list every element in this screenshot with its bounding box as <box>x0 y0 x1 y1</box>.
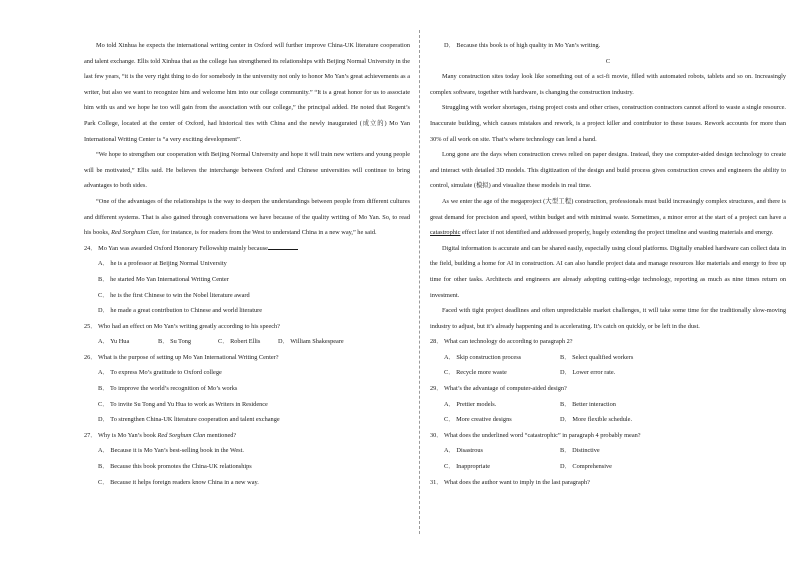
options-row <box>84 334 410 350</box>
option: D． More flexible schedule. <box>560 416 633 424</box>
option: C． Because it helps foreign readers know China in a new way. <box>98 478 259 486</box>
passage-paragraph: Mo told Xinhua he expects the international writing center in Oxford will further improve China-UK literature cooperation and talent exchange. Ellis told Xinhua that as the college has strengthened its relationships with Beijing Normal University in the last few years, “it is the very right thing to do for somebody in the university not only to honor Mo Yan’s great achievements as a writer, but also we want to recognize him and welcome him into our college community.” “It is a great honor for us to associate him with us and we hope he too will gain from the association with our college,” the principal added. He noted that Regent’s Park College, located at the center of Oxford, had historical ties with China and the newly inaugurated (成立的) Mo Yan International Writing Center is “a very exciting development”. <box>84 42 410 143</box>
underlined-word: catastrophic <box>430 229 461 237</box>
option: D． To strengthen China-UK literature cooperation and talent exchange <box>98 416 280 424</box>
passage-paragraph: Digital information is accurate and can be shared easily, especially using cloud platforms. Digitally enabled hardware can collect data in the field, building a home for AI in construction. AI can also handle project data and manage resources like materials and energy to free up time for other tasks. Architects and engineers are already adopting cutting-edge technology, reporting as much as nine times return on investment. <box>430 244 786 299</box>
text-run: , for instance, is for readers from the West to understand China in a new way,” he said. <box>158 229 377 237</box>
option: D． William Shakespeare <box>278 338 344 346</box>
option: C． Inappropriate <box>444 463 490 471</box>
text-run: 27． Why is Mo Yan’s book <box>84 431 158 439</box>
book-title: Red Sorghum Clan <box>157 431 206 439</box>
text-run: mentioned? <box>205 431 237 439</box>
option: A． Yu Hua <box>98 338 130 346</box>
passage-paragraph: Long gone are the days when construction crews relied on paper designs. Instead, they use computer-aided design technology to create and interact with detailed 3D models. This digitization of the design and build process gives construction crews and engineers the ability to control, simulate (模拟) and visualize these models in real time. <box>430 151 786 190</box>
passage-paragraph <box>430 194 786 241</box>
option: A． To express Mo’s gratitude to Oxford college <box>98 369 222 377</box>
option: C． he is the first Chinese to win the Nobel literature award <box>98 291 250 299</box>
question-stem: 25． Who had an effect on Mo Yan’s writing greatly according to his speech? <box>84 322 280 330</box>
text-run: As we enter the age of the megaproject (大型工程) construction, professionals must build increasingly complex structures, and there is great demand for precision and speed, within budget and with minimal waste. Sometimes, a minor error at the start of a project can have a <box>430 197 786 221</box>
option: B． Su Tong <box>158 338 192 346</box>
option: A． he is a professor at Beijing Normal University <box>98 260 227 268</box>
passage-paragraph: Struggling with worker shortages, rising project costs and other crises, construction contractors cannot afford to waste a single resource. Inaccurate building, which causes mistakes and rework, is a project killer and contributor to these issues. Rework accounts for more than 30% of all work on site. That’s where technology can lend a hand. <box>430 104 786 143</box>
options-row <box>430 443 786 459</box>
right-column <box>430 38 786 490</box>
question-stem: 31． What does the author want to imply in the last paragraph? <box>430 478 590 486</box>
option: C． To invite Su Tong and Yu Hua to work as Writers in Residence <box>98 400 268 408</box>
left-column <box>84 38 410 490</box>
passage-paragraph: Faced with tight project deadlines and often unpredictable market challenges, it will take some time for the traditionally slow-moving industry to adjust, but it’s already happening and is accelerating. It’s catch on quickly, or be left in the dust. <box>430 307 786 330</box>
option: C． More creative designs <box>444 416 512 424</box>
option: A． Prettier models. <box>444 400 497 408</box>
option: D． Comprehensive <box>560 463 612 471</box>
text-run: effect later if not identified and addressed properly, hugely extending the project timeline and wasting materials and energy. <box>460 229 774 237</box>
option: A． Disastrous <box>444 447 484 455</box>
passage-paragraph <box>84 194 410 241</box>
option: A． Skip construction process <box>444 353 522 361</box>
question-stem: 24． Mo Yan was awarded Oxford Honorary Fellowship mainly because <box>84 244 268 252</box>
option: D． he made a great contribution to Chinese and world literature <box>98 307 263 315</box>
option: B． he started Mo Yan International Writing Center <box>98 275 229 283</box>
section-letter: C <box>605 57 611 65</box>
question-24 <box>84 241 410 257</box>
question-stem: 30． What does the underlined word “catastrophic” in paragraph 4 probably mean? <box>430 431 641 439</box>
option: B． Better interaction <box>560 400 616 408</box>
question-stem: 29． What’s the advantage of computer-aided design? <box>430 385 567 393</box>
options-row <box>430 365 786 381</box>
option: C． Robert Ellis <box>218 338 261 346</box>
passage-paragraph: Many construction sites today look like something out of a sci-fi movie, filled with automated robots, tablets and so on. Increasingly complex software, together with hardware, is changing the construction industry. <box>430 73 786 96</box>
options-row <box>430 412 786 428</box>
question-27 <box>84 428 410 444</box>
answer-blank <box>268 242 298 250</box>
passage-paragraph: “We hope to strengthen our cooperation with Beijing Normal University and hope it will train new writers and young people will be motivated,” Ellis said. He believes the interchange between Oxford and Chinese universities will continue to bring advantages to both sides. <box>84 151 410 190</box>
option: B． To improve the world’s recognition of Mo’s works <box>98 385 238 393</box>
option: D． Lower error rate. <box>560 369 616 377</box>
question-stem: 26． What is the purpose of setting up Mo Yan International Writing Center? <box>84 353 279 361</box>
option: D． Because this book is of high quality in Mo Yan’s writing. <box>444 42 601 49</box>
book-title: Red Sorghum Clan <box>111 229 159 237</box>
options-row <box>430 350 786 366</box>
option: A． Because it is Mo Yan’s best-selling book in the West. <box>98 447 244 455</box>
option: C． Recycle more waste <box>444 369 507 377</box>
options-row <box>430 459 786 475</box>
question-stem: 28． What can technology do according to paragraph 2? <box>430 338 573 346</box>
column-divider <box>419 30 420 534</box>
option: B． Select qualified workers <box>560 353 634 361</box>
option: B． Distinctive <box>560 447 600 455</box>
options-row <box>430 397 786 413</box>
option: B． Because this book promotes the China-UK relationships <box>98 463 252 471</box>
text-run: “One of the advantages of the relationships is the way to deepen the understandings between people from different cultures and different systems. That is also gained through conversations we have because of the quality writing of Mo Yan. So, to read his books, <box>84 197 410 237</box>
